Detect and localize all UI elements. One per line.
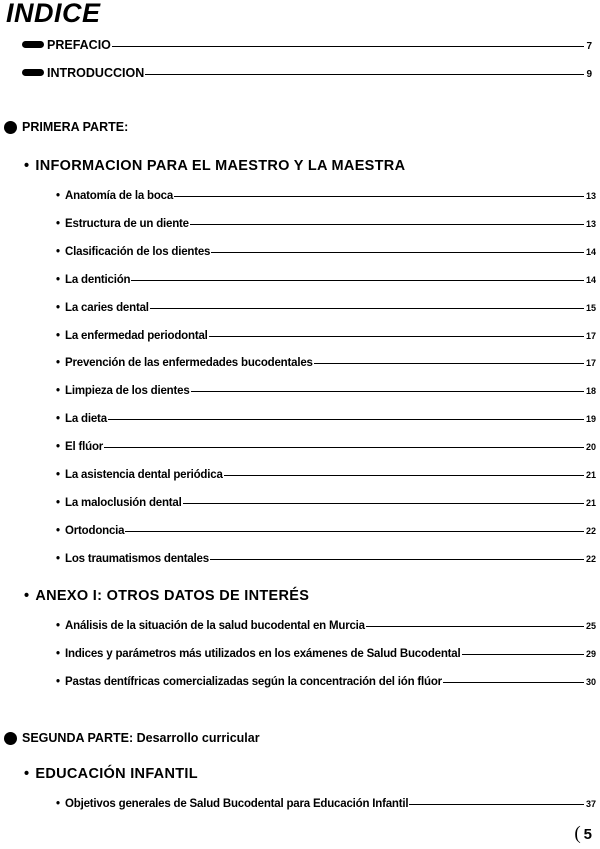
dot-leader (211, 252, 584, 253)
circle-bullet-icon (4, 121, 17, 134)
part-label: PRIMERA PARTE: (22, 120, 129, 134)
dot-leader (443, 682, 584, 683)
toc-item-label: La dieta (65, 413, 107, 426)
part-label: SEGUNDA PARTE: (22, 731, 134, 745)
toc-item[interactable] (56, 218, 596, 230)
toc-entry-prefacio[interactable] (22, 38, 592, 52)
toc-item-label: La enfermedad periodontal (65, 329, 208, 342)
dot-leader (366, 626, 584, 627)
toc-item-page: 22 (585, 525, 596, 536)
toc-entry-label: PREFACIO (47, 38, 111, 52)
dot-leader (210, 559, 584, 560)
bullet-icon: • (56, 329, 61, 342)
part-subtitle: Desarrollo curricular (136, 731, 260, 745)
bullet-icon: • (56, 273, 61, 286)
toc-item-label: Anatomía de la boca (65, 190, 174, 202)
toc-item[interactable] (56, 525, 596, 537)
toc-item-page: 21 (585, 497, 596, 508)
bullet-icon: • (24, 588, 30, 604)
toc-entry-label: INTRODUCCION (47, 66, 145, 80)
bullet-icon: • (56, 524, 61, 537)
toc-item-label: Análisis de la situación de la salud bucodental en Murcia (65, 620, 365, 632)
toc-item[interactable] (56, 190, 596, 202)
bullet-icon: • (56, 385, 61, 398)
toc-item[interactable] (56, 357, 596, 369)
dot-leader (104, 447, 584, 448)
dot-leader (224, 475, 584, 476)
toc-item-page: 14 (585, 274, 596, 285)
dot-leader (174, 196, 584, 197)
toc-item-page: 19 (585, 414, 596, 425)
dot-leader (314, 363, 584, 364)
bullet-icon: • (56, 441, 61, 454)
page-number (574, 823, 592, 845)
toc-item-label: La caries dental (65, 301, 149, 314)
circle-bullet-icon (4, 732, 17, 745)
toc-item-page: 14 (585, 246, 596, 257)
toc-item-label: Prevención de las enfermedades bucodentales (65, 357, 313, 370)
toc-item[interactable] (56, 676, 596, 688)
toc-item-page: 21 (585, 470, 596, 480)
toc-item[interactable] (56, 274, 596, 286)
dot-leader (108, 419, 584, 420)
toc-item-label: La asistencia dental periódica (65, 469, 223, 481)
page-number-paren: ( (574, 823, 581, 844)
toc-entry-page: 9 (586, 69, 592, 80)
dot-leader (183, 503, 584, 504)
toc-item[interactable] (56, 246, 596, 258)
toc-item-page: 17 (585, 330, 596, 341)
page-number-value: 5 (583, 826, 592, 843)
dot-leader (150, 308, 584, 309)
toc-item-label: La maloclusión dental (65, 496, 182, 509)
dot-leader (131, 280, 584, 281)
toc-entry-introduccion[interactable] (22, 66, 592, 80)
toc-item[interactable] (56, 302, 596, 314)
toc-item-page: 30 (585, 677, 596, 687)
bullet-icon: • (56, 798, 61, 810)
pill-bullet-icon (22, 69, 44, 76)
bullet-icon: • (56, 190, 61, 202)
bullet-icon: • (56, 469, 61, 481)
dot-leader (125, 531, 584, 532)
dot-leader (209, 336, 584, 337)
toc-item-label: Objetivos generales de Salud Bucodental para Educación Infantil (65, 798, 409, 810)
toc-item-label: Pastas dentífricas comercializadas según la concentración del ión flúor (65, 676, 442, 688)
bullet-icon: • (56, 552, 61, 565)
toc-item[interactable] (56, 413, 596, 425)
toc-entry-page: 7 (586, 41, 592, 52)
part-heading-1 (4, 120, 128, 134)
toc-item[interactable] (56, 441, 596, 453)
toc-item-page: 18 (585, 386, 596, 397)
bullet-icon: • (56, 357, 61, 370)
toc-item-label: Estructura de un diente (65, 217, 189, 230)
toc-item-label: Indices y parámetros más utilizados en los exámenes de Salud Bucodental (65, 648, 461, 660)
toc-item-label: Ortodoncia (65, 524, 125, 537)
dot-leader (462, 654, 584, 655)
toc-item[interactable] (56, 330, 596, 342)
bullet-icon: • (56, 648, 61, 660)
bullet-icon: • (56, 217, 61, 230)
toc-item[interactable] (56, 798, 596, 810)
bullet-icon: • (56, 620, 61, 632)
dot-leader (191, 391, 584, 392)
bullet-icon: • (24, 158, 30, 174)
part-heading-2 (4, 731, 260, 745)
toc-item-page: 37 (585, 799, 596, 809)
section-title: INFORMACION PARA EL MAESTRO Y LA MAESTRA (35, 158, 406, 174)
toc-item-page: 15 (585, 302, 596, 313)
toc-item[interactable] (56, 553, 596, 565)
section-heading-annex (24, 588, 309, 604)
toc-item-label: La dentición (65, 273, 131, 286)
bullet-icon: • (56, 413, 61, 426)
pill-bullet-icon (22, 41, 44, 48)
bullet-icon: • (24, 766, 30, 782)
toc-item[interactable] (56, 385, 596, 397)
toc-item-page: 29 (585, 649, 596, 659)
toc-item-label: El flúor (65, 441, 104, 454)
dot-leader (409, 804, 584, 805)
bullet-icon: • (56, 496, 61, 509)
bullet-icon: • (56, 676, 61, 688)
section-heading-teacher (24, 158, 405, 174)
toc-item[interactable] (56, 469, 596, 481)
toc-item-page: 13 (585, 191, 596, 201)
toc-item-label: Limpieza de los dientes (65, 385, 190, 398)
dot-leader (112, 46, 585, 47)
toc-item-label: Clasificación de los dientes (65, 245, 211, 258)
bullet-icon: • (56, 245, 61, 258)
toc-item-page: 20 (585, 442, 596, 453)
toc-item-label: Los traumatismos dentales (65, 552, 209, 565)
toc-item-page: 13 (585, 218, 596, 229)
dot-leader (190, 224, 584, 225)
toc-item-page: 17 (585, 358, 596, 369)
section-title: EDUCACIÓN INFANTIL (35, 766, 198, 782)
toc-item[interactable] (56, 620, 596, 632)
toc-item-page: 25 (585, 621, 596, 631)
toc-item-page: 22 (585, 553, 596, 564)
section-heading-infant (24, 766, 198, 782)
toc-item[interactable] (56, 497, 596, 509)
toc-item[interactable] (56, 648, 596, 660)
bullet-icon: • (56, 301, 61, 314)
dot-leader (145, 74, 584, 75)
section-title: ANEXO I: OTROS DATOS DE INTERÉS (35, 588, 310, 604)
page-title: INDICE (6, 0, 101, 28)
